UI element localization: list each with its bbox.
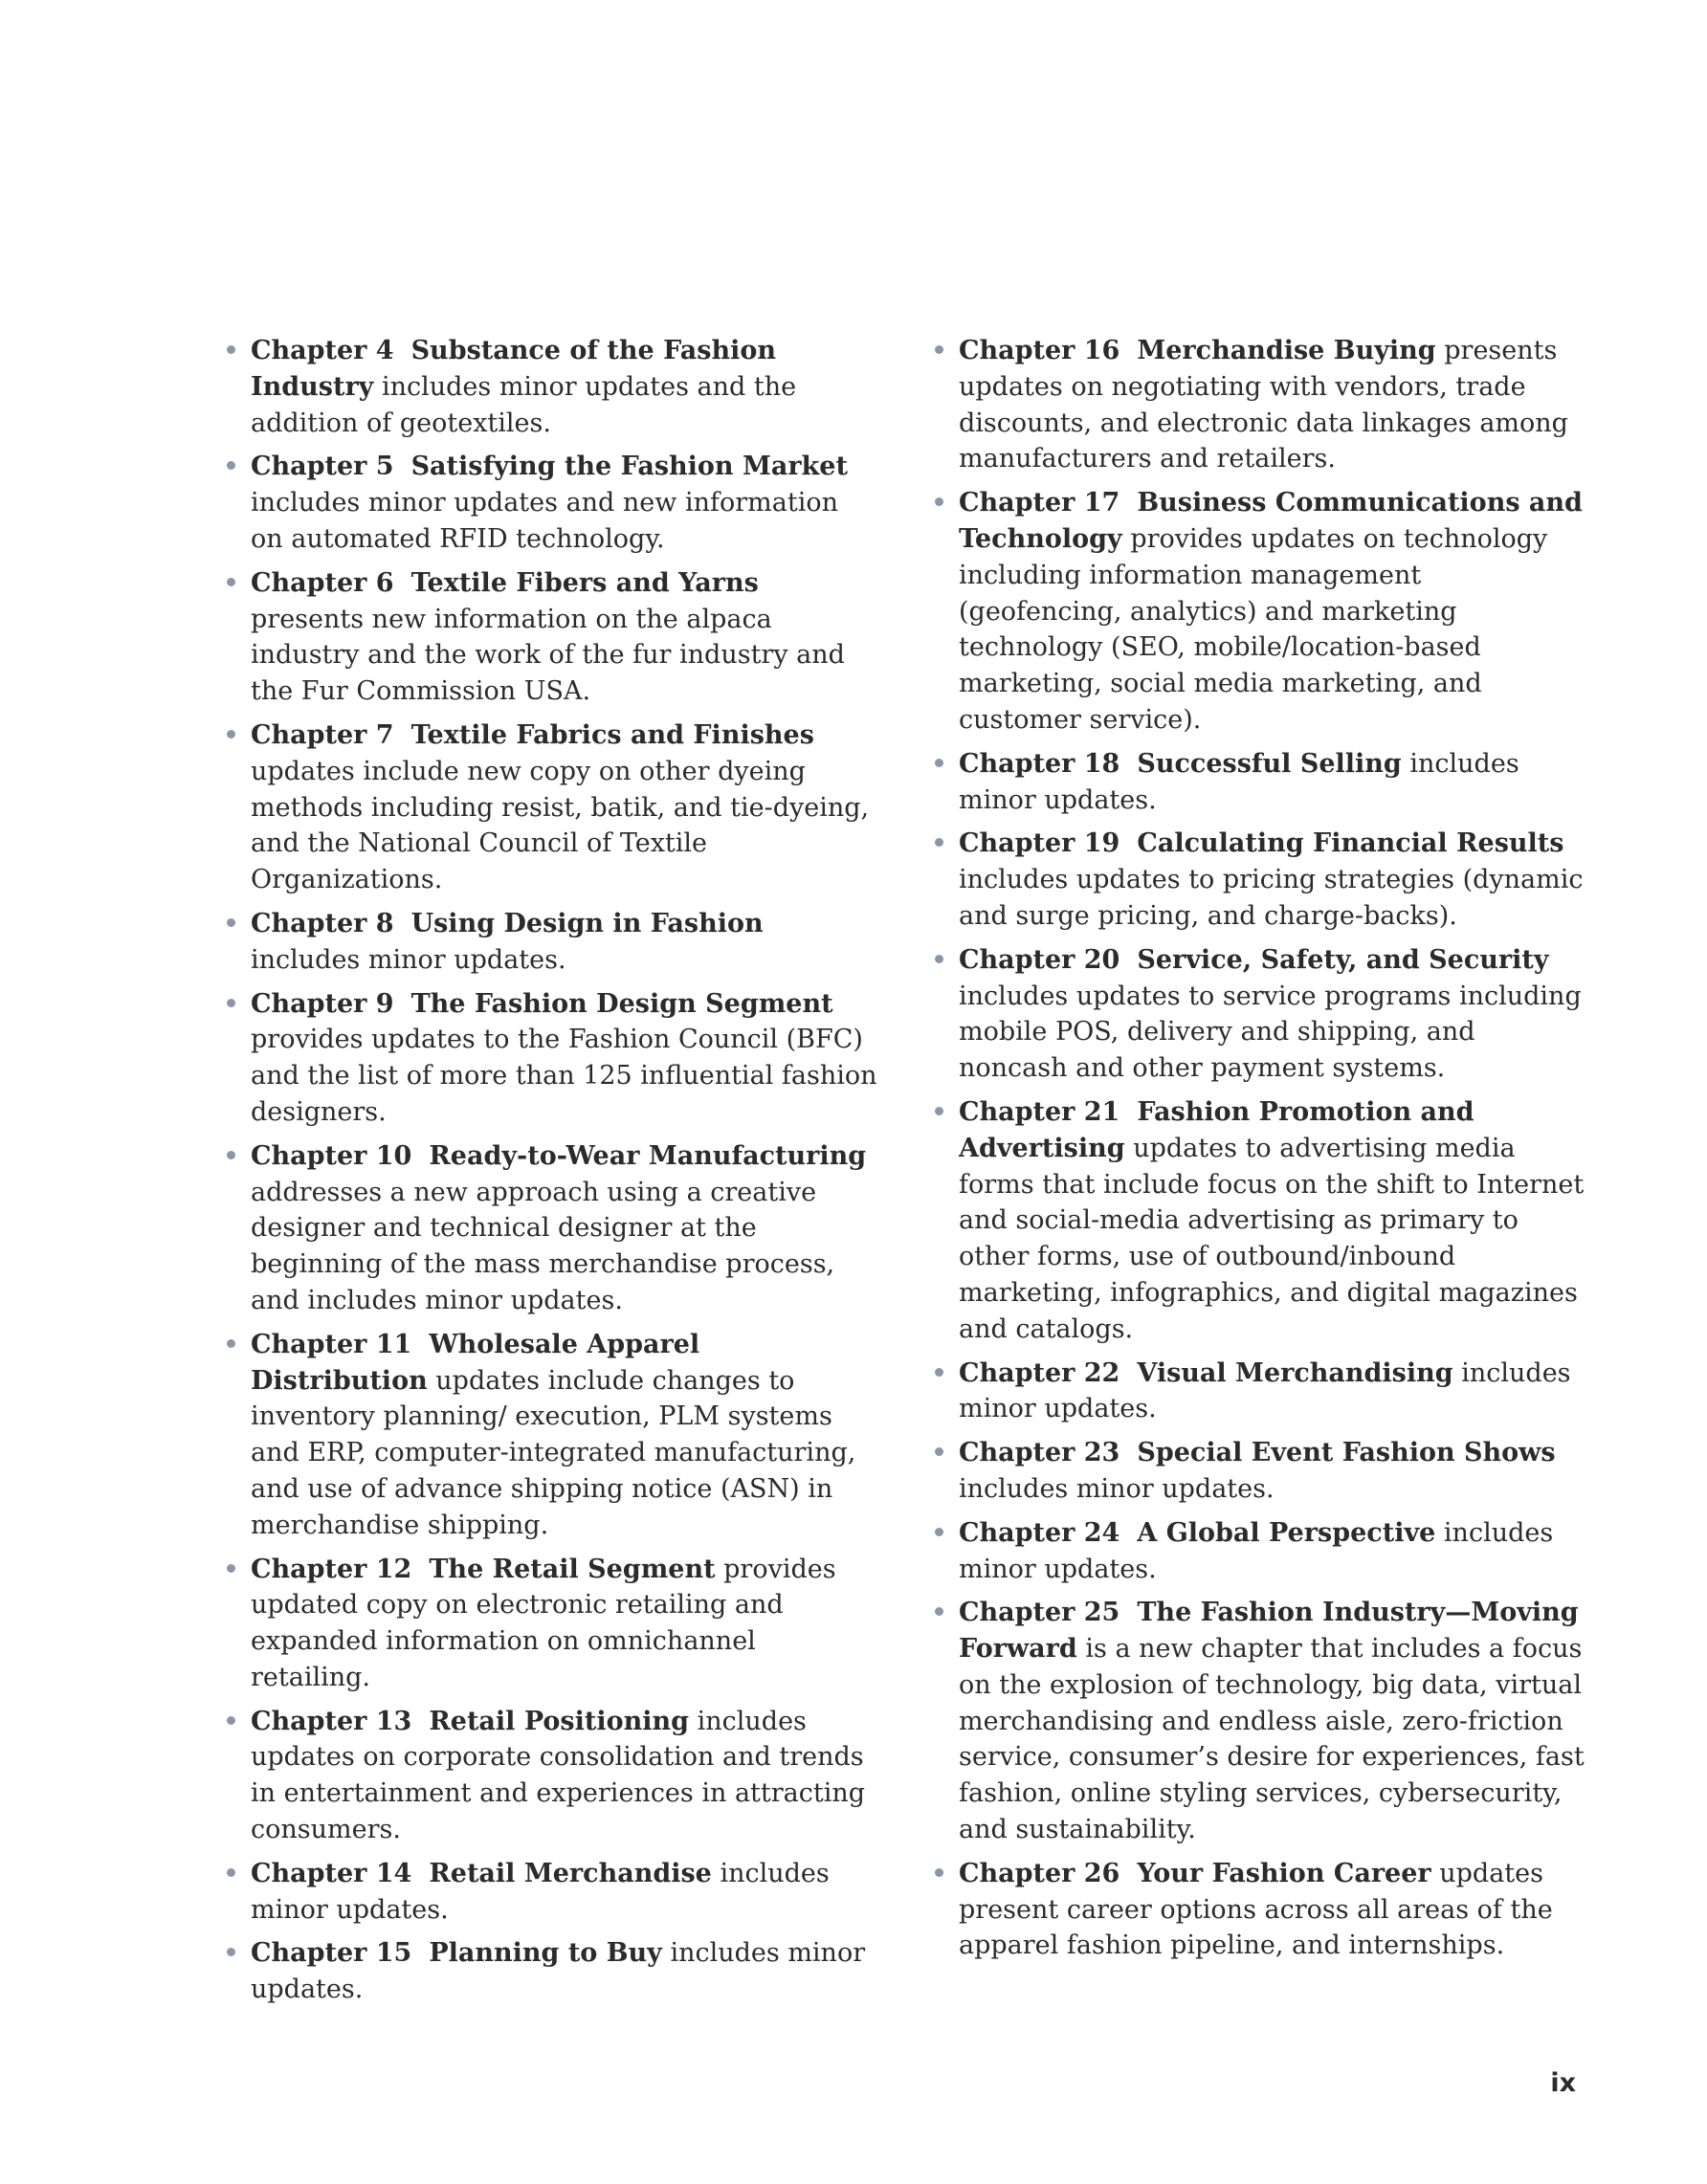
chapter-title: Service, Safety, and Security bbox=[1137, 944, 1549, 975]
chapter-entry bbox=[227, 333, 877, 441]
chapter-entry bbox=[227, 1935, 877, 2008]
chapter-title: Business Communications and Technology bbox=[959, 488, 1583, 554]
chapter-description: provides updates on technology including information management (geofencing, analytics) and marketing technology (SEO, mobile/location-based marketing, social media marketing, and customer service). bbox=[959, 523, 1548, 735]
chapter-entry bbox=[227, 1327, 877, 1544]
bullet-icon bbox=[935, 1528, 943, 1536]
chapter-description: includes minor updates and the addition of geotextiles. bbox=[251, 371, 797, 438]
bullet-icon bbox=[935, 345, 943, 354]
chapter-label: Chapter 8 bbox=[251, 908, 394, 938]
chapter-description: includes updates on corporate consolidation and trends in entertainment and experiences in attracting consumers. bbox=[251, 1706, 866, 1845]
chapter-title: Visual Merchandising bbox=[1137, 1357, 1453, 1388]
bullet-icon bbox=[935, 759, 943, 767]
chapter-entry bbox=[935, 1515, 1585, 1588]
chapter-label: Chapter 7 bbox=[251, 719, 394, 750]
chapter-label: Chapter 23 bbox=[959, 1438, 1120, 1468]
bullet-icon bbox=[935, 1868, 943, 1877]
chapter-description: includes minor updates. bbox=[959, 748, 1519, 815]
chapter-label: Chapter 4 bbox=[251, 336, 394, 365]
chapter-entry bbox=[935, 746, 1585, 819]
chapter-title: Textile Fabrics and Finishes bbox=[410, 719, 814, 750]
bullet-icon bbox=[935, 497, 943, 506]
chapter-label: Chapter 20 bbox=[959, 944, 1120, 975]
chapter-label: Chapter 17 bbox=[959, 488, 1120, 518]
chapter-entry bbox=[935, 942, 1585, 1087]
chapter-description: addresses a new approach using a creative designer and technical designer at the beginning of the mass merchandise process, and includes minor updates. bbox=[251, 1177, 835, 1315]
chapter-label: Chapter 13 bbox=[251, 1706, 412, 1736]
chapter-entry bbox=[227, 1552, 877, 1696]
bullet-icon bbox=[227, 1868, 235, 1877]
bullet-icon bbox=[227, 1339, 235, 1348]
chapter-title: Retail Merchandise bbox=[429, 1858, 712, 1888]
chapter-description: includes minor updates. bbox=[251, 1858, 830, 1925]
chapter-entry bbox=[935, 1856, 1585, 1964]
chapter-description: presents new information on the alpaca industry and the work of the fur industry and the Fur Commission USA. bbox=[251, 604, 845, 707]
chapter-label: Chapter 11 bbox=[251, 1329, 412, 1359]
chapter-title: Wholesale Apparel Distribution bbox=[251, 1329, 700, 1396]
chapter-label: Chapter 10 bbox=[251, 1140, 412, 1171]
chapter-entry bbox=[227, 1138, 877, 1319]
chapter-description: is a new chapter that includes a focus on the explosion of technology, big data, virtual merchandising and endless aisle, zero-friction service, consumer’s desire for experiences, fast fashion, online styling services, cybersecurity, and sustainability. bbox=[959, 1634, 1585, 1845]
bullet-icon bbox=[227, 1948, 235, 1956]
chapter-description: provides updates to the Fashion Council (BFC) and the list of more than 125 influential fashion designers. bbox=[251, 1025, 877, 1127]
chapter-entry bbox=[935, 1595, 1585, 1848]
bullet-icon bbox=[227, 1564, 235, 1573]
bullet-icon bbox=[935, 1107, 943, 1115]
chapter-description: includes minor updates and new information on automated RFID technology. bbox=[251, 488, 838, 554]
chapter-label: Chapter 21 bbox=[959, 1096, 1120, 1127]
chapter-description: includes minor updates. bbox=[251, 944, 566, 975]
chapter-label: Chapter 14 bbox=[251, 1858, 412, 1888]
chapter-label: Chapter 18 bbox=[959, 748, 1120, 779]
chapter-label: Chapter 5 bbox=[251, 452, 394, 482]
chapter-title: The Fashion Industry—Moving Forward bbox=[959, 1598, 1579, 1665]
chapter-title: Successful Selling bbox=[1137, 748, 1402, 779]
bullet-icon bbox=[227, 461, 235, 470]
chapter-label: Chapter 6 bbox=[251, 567, 394, 598]
chapter-title: Special Event Fashion Shows bbox=[1137, 1438, 1556, 1468]
bullet-icon bbox=[935, 838, 943, 847]
chapter-entry bbox=[935, 826, 1585, 934]
page-number: ix bbox=[1550, 2068, 1576, 2098]
chapter-title: Merchandise Buying bbox=[1137, 336, 1436, 365]
chapter-label: Chapter 16 bbox=[959, 336, 1120, 365]
chapter-label: Chapter 15 bbox=[251, 1938, 412, 1969]
chapter-description: includes minor updates. bbox=[959, 1517, 1554, 1584]
chapter-label: Chapter 12 bbox=[251, 1554, 412, 1584]
bullet-icon bbox=[935, 955, 943, 963]
chapter-title: Planning to Buy bbox=[429, 1938, 662, 1969]
bullet-icon bbox=[227, 1716, 235, 1725]
chapter-description: includes minor updates. bbox=[251, 1938, 866, 2005]
chapter-entry bbox=[227, 1704, 877, 1848]
chapter-entry bbox=[227, 906, 877, 979]
chapter-label: Chapter 19 bbox=[959, 828, 1120, 859]
chapter-title: Satisfying the Fashion Market bbox=[410, 452, 848, 482]
bullet-icon bbox=[227, 578, 235, 586]
bullet-icon bbox=[227, 918, 235, 927]
chapter-entry bbox=[227, 1856, 877, 1929]
chapter-entry bbox=[227, 565, 877, 710]
chapter-description: includes updates to service programs including mobile POS, delivery and shipping, and noncash and other payment systems. bbox=[959, 981, 1582, 1084]
chapter-entry bbox=[227, 449, 877, 557]
chapter-title: Substance of the Fashion Industry bbox=[251, 336, 777, 402]
chapter-label: Chapter 25 bbox=[959, 1598, 1120, 1628]
chapter-description: includes minor updates. bbox=[959, 1473, 1275, 1504]
bullet-icon bbox=[935, 1368, 943, 1377]
chapter-entry bbox=[935, 333, 1585, 477]
chapter-title: Your Fashion Career bbox=[1137, 1858, 1431, 1888]
chapter-description: updates include changes to inventory planning/ execution, PLM systems and ERP, computer-integrated manufacturing, and use of advance shipping notice (ASN) in merchandise shipping. bbox=[251, 1365, 856, 1540]
chapter-entry bbox=[935, 485, 1585, 739]
bullet-icon bbox=[227, 345, 235, 354]
bullet-icon bbox=[227, 1151, 235, 1159]
chapter-title: Using Design in Fashion bbox=[410, 908, 764, 938]
chapter-label: Chapter 9 bbox=[251, 988, 394, 1019]
chapter-description: provides updated copy on electronic retailing and expanded information on omnichannel retailing. bbox=[251, 1554, 836, 1692]
chapter-description: includes updates to pricing strategies (dynamic and surge pricing, and charge-backs). bbox=[959, 865, 1584, 931]
left-column bbox=[227, 333, 877, 2016]
chapter-title: Textile Fibers and Yarns bbox=[410, 567, 759, 598]
right-column bbox=[935, 333, 1585, 1972]
bullet-icon bbox=[935, 1607, 943, 1616]
chapter-description: presents updates on negotiating with vendors, trade discounts, and electronic data linkages among manufacturers and retailers. bbox=[959, 336, 1568, 474]
chapter-title: The Fashion Design Segment bbox=[410, 988, 833, 1019]
chapter-title: Ready-to-Wear Manufacturing bbox=[429, 1140, 867, 1171]
chapter-title: Calculating Financial Results bbox=[1137, 828, 1564, 859]
chapter-label: Chapter 24 bbox=[959, 1517, 1120, 1548]
chapter-label: Chapter 22 bbox=[959, 1357, 1120, 1388]
bullet-icon bbox=[227, 730, 235, 739]
bullet-icon bbox=[935, 1447, 943, 1456]
chapter-entry bbox=[935, 1094, 1585, 1348]
chapter-description: updates include new copy on other dyeing methods including resist, batik, and tie-dyeing, and the National Council of Textile Organizations. bbox=[251, 756, 870, 895]
chapter-entry bbox=[227, 986, 877, 1131]
chapter-description: updates to advertising media forms that include focus on the shift to Internet and social-media advertising as primary to other forms, use of outbound/inbound marketing, infographics, and digital magazines and catalogs. bbox=[959, 1133, 1585, 1344]
chapter-title: A Global Perspective bbox=[1137, 1517, 1436, 1548]
chapter-entry bbox=[935, 1356, 1585, 1428]
chapter-description: includes minor updates. bbox=[959, 1357, 1571, 1424]
chapter-title: Fashion Promotion and Advertising bbox=[959, 1096, 1474, 1163]
chapter-entry bbox=[227, 717, 877, 898]
chapter-description: updates present career options across all areas of the apparel fashion pipeline, and internships. bbox=[959, 1858, 1553, 1961]
chapter-entry bbox=[935, 1435, 1585, 1508]
chapter-label: Chapter 26 bbox=[959, 1858, 1120, 1888]
chapter-title: The Retail Segment bbox=[429, 1554, 716, 1584]
chapter-title: Retail Positioning bbox=[429, 1706, 690, 1736]
bullet-icon bbox=[227, 999, 235, 1007]
